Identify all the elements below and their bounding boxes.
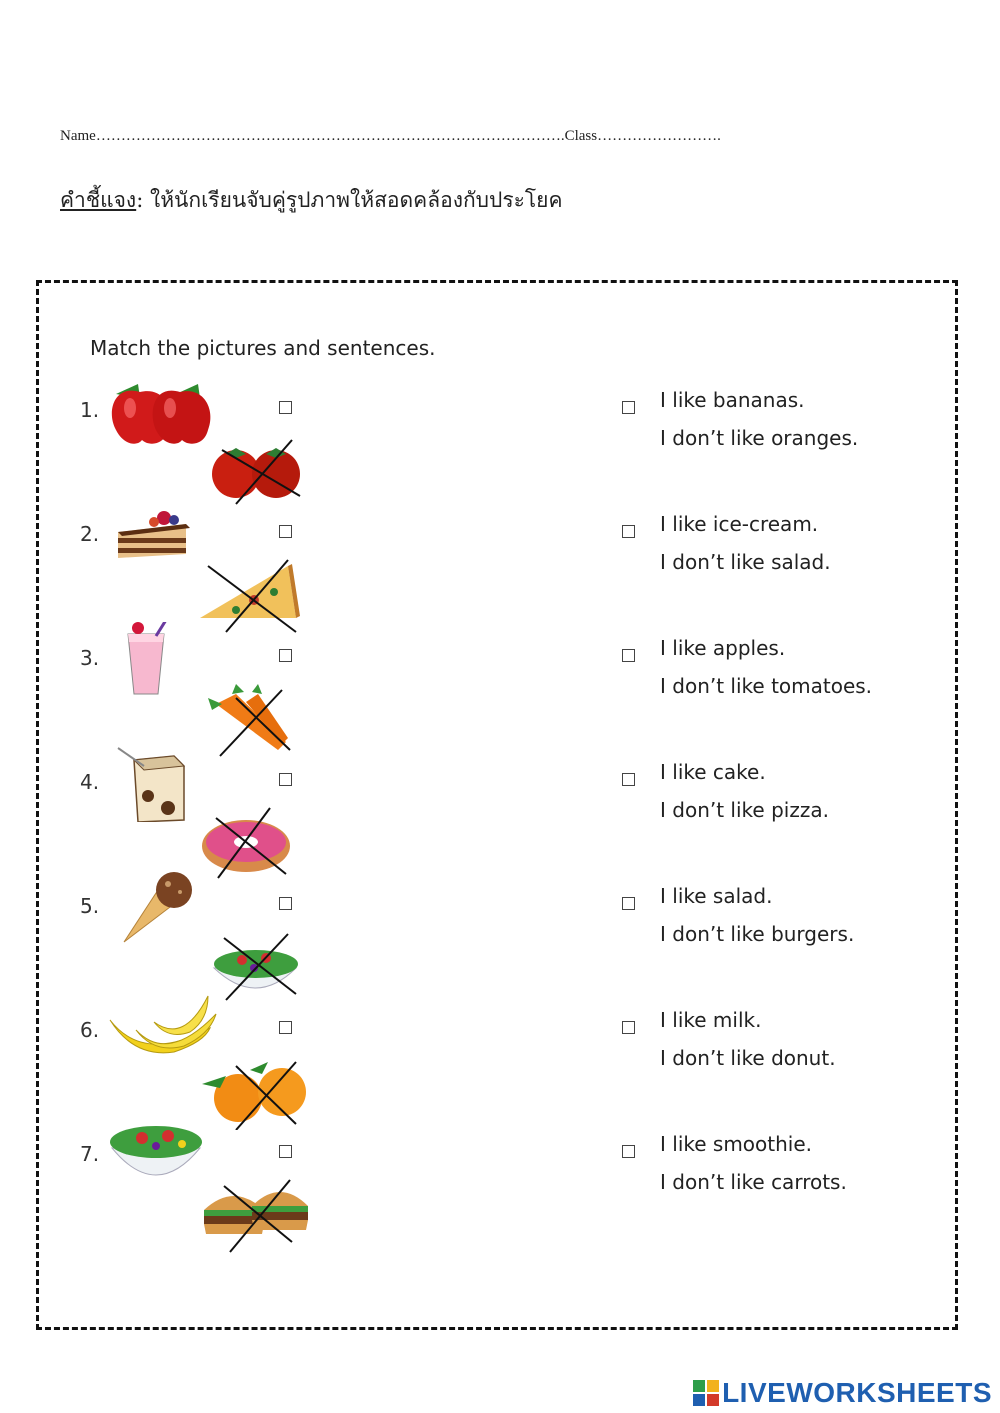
- sentence-checkbox[interactable]: [622, 649, 635, 662]
- name-class-label: Name………………………………………………………………………………….Class…………………….: [60, 128, 721, 144]
- picture-checkbox[interactable]: [279, 649, 292, 662]
- burgers-crossed-image: [196, 1176, 312, 1254]
- sentence-dislike: I don’t like donut.: [660, 1046, 836, 1070]
- sentence-like: I like smoothie.: [660, 1132, 813, 1156]
- sentence-like: I like cake.: [660, 760, 766, 784]
- item-number: 3.: [80, 646, 100, 670]
- instruction-line: [60, 184, 563, 217]
- liveworksheets-brand: [693, 1377, 992, 1409]
- sentence-dislike: I don’t like oranges.: [660, 426, 859, 450]
- item-number: 7.: [80, 1142, 100, 1166]
- sentence-dislike: I don’t like salad.: [660, 550, 831, 574]
- sentence-dislike: I don’t like carrots.: [660, 1170, 847, 1194]
- picture-checkbox[interactable]: [279, 773, 292, 786]
- sentence-checkbox[interactable]: [622, 897, 635, 910]
- sentence-like: I like milk.: [660, 1008, 762, 1032]
- sentence-like: I like apples.: [660, 636, 786, 660]
- task-title: Match the pictures and sentences.: [90, 336, 436, 360]
- picture-checkbox[interactable]: [279, 897, 292, 910]
- sentence-dislike: I don’t like tomatoes.: [660, 674, 873, 698]
- sentence-checkbox[interactable]: [622, 525, 635, 538]
- instruction-separator: :: [136, 188, 144, 212]
- sentence-checkbox[interactable]: [622, 1021, 635, 1034]
- item-number: 2.: [80, 522, 100, 546]
- liveworksheets-logo-icon: [693, 1380, 719, 1406]
- sentence-checkbox[interactable]: [622, 773, 635, 786]
- name-class-line: [60, 128, 721, 145]
- item-number: 5.: [80, 894, 100, 918]
- item-number: 6.: [80, 1018, 100, 1042]
- picture-checkbox[interactable]: [279, 401, 292, 414]
- picture-checkbox[interactable]: [279, 525, 292, 538]
- sentence-dislike: I don’t like burgers.: [660, 922, 855, 946]
- picture-checkbox[interactable]: [279, 1145, 292, 1158]
- instruction-label: คำชี้แจง: [60, 188, 137, 212]
- sentence-checkbox[interactable]: [622, 401, 635, 414]
- sentence-like: I like ice-cream.: [660, 512, 819, 536]
- instruction-text: ให้นักเรียนจับคู่รูปภาพให้สอดคล้องกับประโยค: [143, 188, 563, 212]
- sentence-checkbox[interactable]: [622, 1145, 635, 1158]
- liveworksheets-wordmark: LIVEWORKSHEETS: [722, 1377, 992, 1408]
- sentence-like: I like bananas.: [660, 388, 805, 412]
- item-number: 4.: [80, 770, 100, 794]
- match-row-7: [0, 1132, 1000, 1266]
- sentence-like: I like salad.: [660, 884, 773, 908]
- sentence-dislike: I don’t like pizza.: [660, 798, 829, 822]
- picture-checkbox[interactable]: [279, 1021, 292, 1034]
- item-number: 1.: [80, 398, 100, 422]
